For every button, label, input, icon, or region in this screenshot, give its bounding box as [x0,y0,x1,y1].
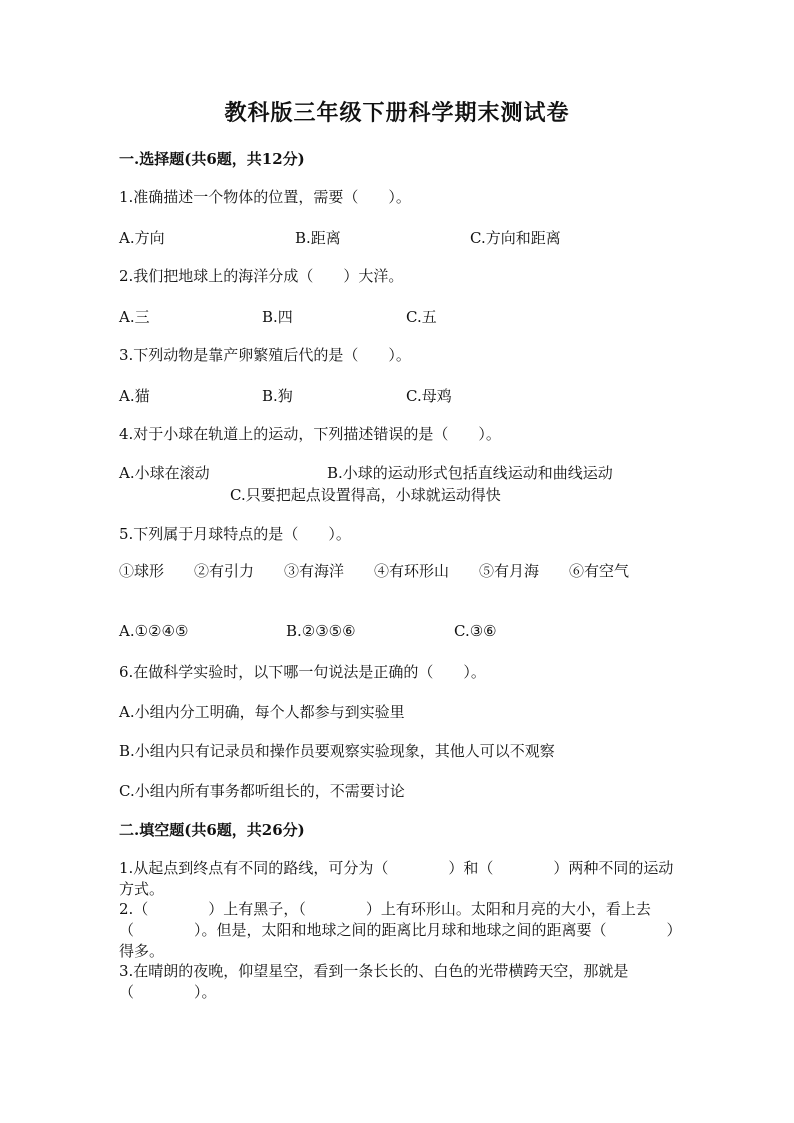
option-c: C.只要把起点设置得高，小球就运动得快 [230,486,501,504]
option-a: A.小球在滚动 [119,464,210,482]
section-heading-choice: 一.选择题(共6题，共12分) [119,150,305,168]
option-b: B.小球的运动形式包括直线运动和曲线运动 [327,464,613,482]
option-a: A.三 [119,308,150,326]
option-a: A.猫 [119,387,150,405]
option-c: C.方向和距离 [470,229,561,247]
section-heading-fill: 二.填空题(共6题，共26分) [119,821,305,839]
fill-question: 1.从起点到终点有不同的路线，可分为（ ）和（ ）两种不同的运动方式。 [119,859,674,898]
question-stem: 4.对于小球在轨道上的运动，下列描述错误的是（ ）。 [119,425,501,443]
option-c: C.母鸡 [406,387,452,405]
option-b: B.四 [262,308,293,326]
option-b: B.距离 [295,229,341,247]
option-b: B.小组内只有记录员和操作员要观察实验现象，其他人可以不观察 [119,742,555,760]
option-b: B.②③⑤⑥ [286,622,356,640]
question-stem: 2.我们把地球上的海洋分成（ ）大洋。 [119,267,404,285]
option-c: C.③⑥ [454,622,497,640]
feature-list: ①球形 ②有引力 ③有海洋 ④有环形山 ⑤有月海 ⑥有空气 [119,562,630,580]
option-b: B.狗 [262,387,293,405]
question-stem: 6.在做科学实验时，以下哪一句说法是正确的（ ）。 [119,663,486,681]
option-c: C.小组内所有事务都听组长的，不需要讨论 [119,782,405,800]
question-stem: 3.下列动物是靠产卵繁殖后代的是（ ）。 [119,346,411,364]
question-stem: 5.下列属于月球特点的是（ ）。 [119,525,351,543]
option-c: C.五 [406,308,437,326]
option-a: A.①②④⑤ [119,622,189,640]
page-title: 教科版三年级下册科学期末测试卷 [224,100,570,126]
fill-question: 3.在晴朗的夜晚，仰望星空，看到一条长长的、白色的光带横跨天空，那就是（ ）。 [119,962,629,1001]
fill-question: 2.（ ）上有黑子，（ ）上有环形山。太阳和月亮的大小，看上去（ ）。但是，太阳和地球之间的距离比月球和地球之间的距离要（ ）得多。 [119,900,675,960]
question-stem: 1.准确描述一个物体的位置，需要（ ）。 [119,188,411,206]
option-a: A.方向 [119,229,165,247]
option-a: A.小组内分工明确，每个人都参与到实验里 [119,703,405,721]
